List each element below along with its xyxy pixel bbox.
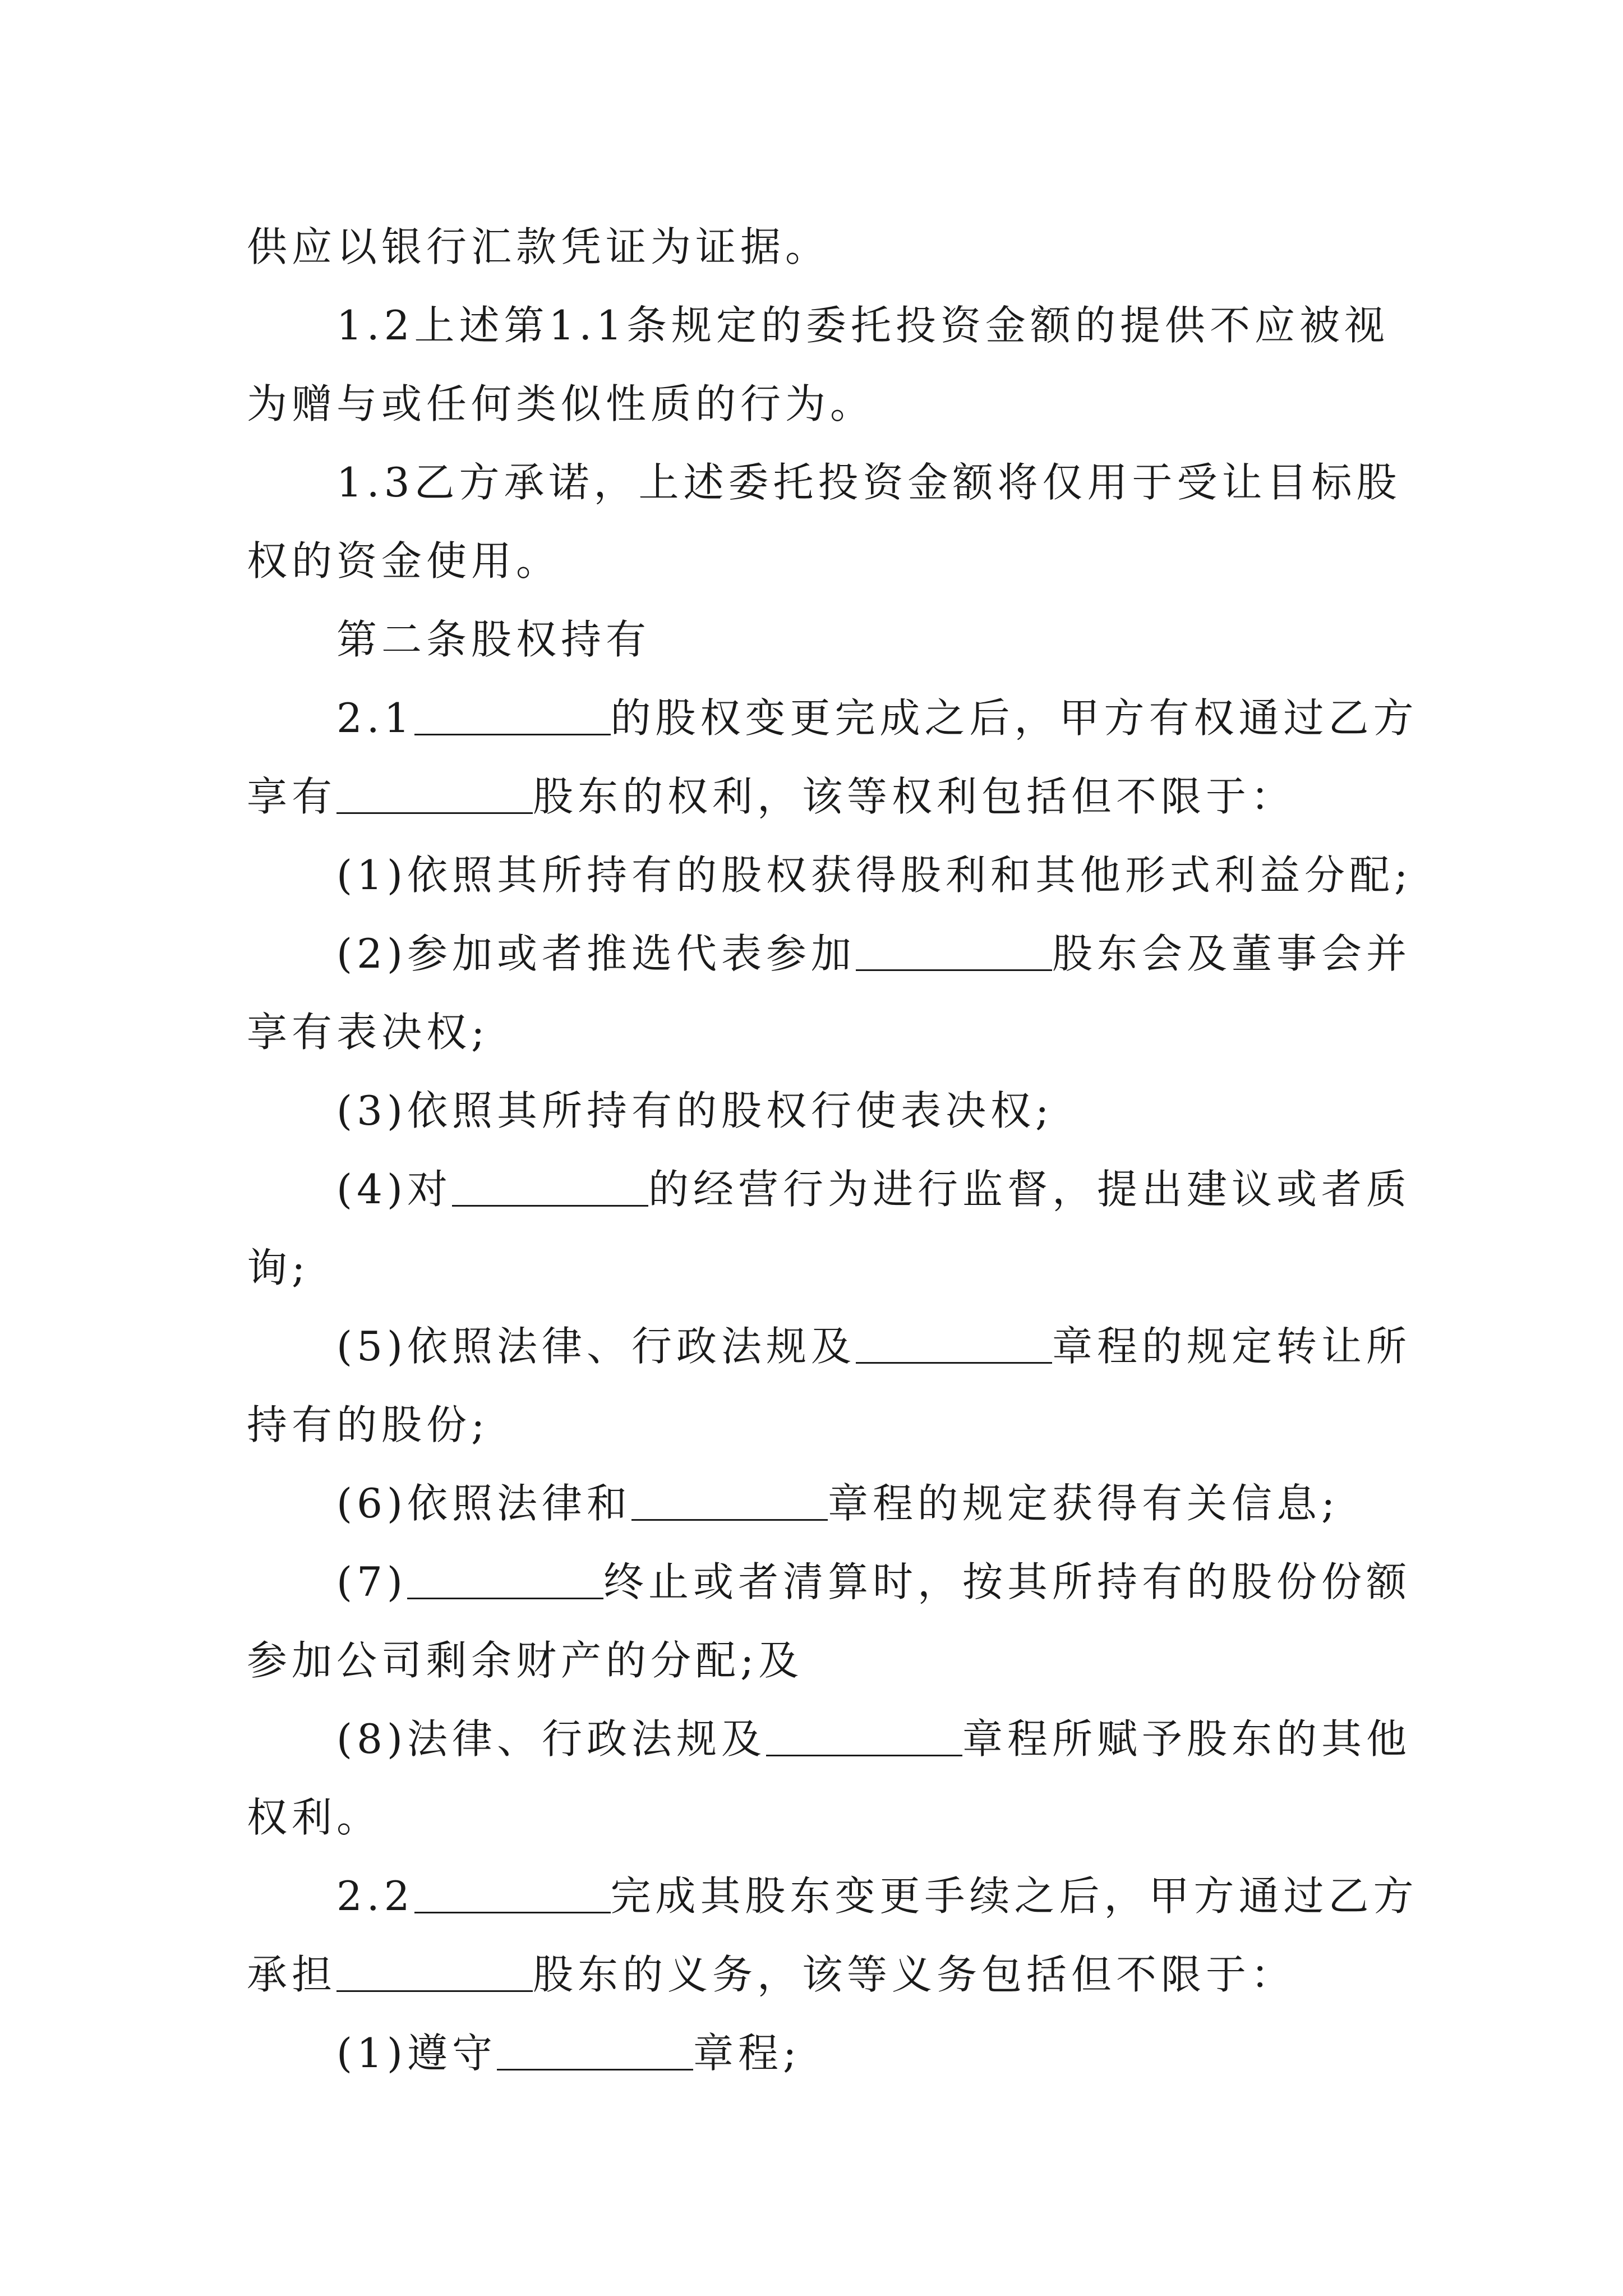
blank-field bbox=[336, 779, 533, 814]
blank-field bbox=[452, 1171, 648, 1207]
text-line bbox=[336, 1150, 1486, 1228]
text-line bbox=[336, 1307, 1486, 1386]
text-segment: 2.2 bbox=[336, 1872, 414, 1920]
text-segment: 权的资金使用。 bbox=[247, 537, 561, 585]
blank-field bbox=[856, 936, 1052, 971]
text-segment: 为赠与或任何类似性质的行为。 bbox=[247, 380, 875, 427]
text-segment: 股东的义务，该等义务包括但不限于： bbox=[533, 1951, 1296, 1998]
text-line bbox=[336, 836, 1486, 914]
text-segment: 章程; bbox=[693, 2030, 801, 2077]
text-segment: 1.2上述第1.1条规定的委托投资金额的提供不应被视 bbox=[336, 302, 1390, 349]
blank-field bbox=[856, 1328, 1052, 1364]
text-line bbox=[247, 522, 1396, 600]
blank-field bbox=[497, 2035, 693, 2070]
text-line bbox=[336, 1464, 1486, 1543]
text-line bbox=[336, 1857, 1486, 1935]
text-segment: (8)法律、行政法规及 bbox=[336, 1715, 766, 1763]
text-segment: 章程的规定转让所 bbox=[1052, 1323, 1412, 1370]
text-segment: (6)依照法律和 bbox=[336, 1480, 631, 1527]
text-line bbox=[247, 993, 1396, 1071]
blank-field bbox=[414, 700, 611, 735]
text-segment: 询; bbox=[247, 1244, 310, 1291]
text-line bbox=[336, 914, 1486, 993]
text-segment: 参加公司剩余财产的分配;及 bbox=[247, 1637, 804, 1684]
text-segment: 的股权变更完成之后，甲方有权通过乙方 bbox=[610, 694, 1418, 742]
section-heading bbox=[336, 600, 1486, 679]
blank-field bbox=[766, 1721, 962, 1756]
text-segment: (5)依照法律、行政法规及 bbox=[336, 1323, 856, 1370]
text-segment: 股东的权利，该等权利包括但不限于： bbox=[533, 773, 1296, 820]
blank-field bbox=[336, 1957, 533, 1992]
text-line bbox=[336, 286, 1486, 365]
text-line bbox=[247, 1935, 1396, 2014]
text-segment: 第二条股权持有 bbox=[336, 616, 651, 663]
text-segment: (2)参加或者推选代表参加 bbox=[336, 930, 856, 977]
text-line bbox=[336, 1700, 1486, 1778]
text-line bbox=[247, 208, 1396, 286]
text-line bbox=[336, 2014, 1486, 2092]
text-segment: (1)遵守 bbox=[336, 2030, 497, 2077]
text-line bbox=[247, 365, 1396, 443]
text-segment: 承担 bbox=[247, 1951, 337, 1998]
blank-field bbox=[631, 1485, 828, 1521]
text-segment: (7) bbox=[336, 1558, 407, 1605]
text-segment: (1)依照其所持有的股权获得股利和其他形式利益分配; bbox=[336, 852, 1413, 899]
text-segment: 供应以银行汇款凭证为证据。 bbox=[247, 223, 831, 270]
text-line bbox=[247, 757, 1396, 836]
text-segment: 1.3乙方承诺，上述委托投资金额将仅用于受让目标股 bbox=[336, 459, 1401, 506]
text-line bbox=[336, 1071, 1486, 1150]
text-segment: 完成其股东变更手续之后，甲方通过乙方 bbox=[610, 1872, 1418, 1920]
text-line bbox=[336, 443, 1486, 522]
text-line bbox=[247, 1228, 1396, 1307]
text-line bbox=[247, 1386, 1396, 1464]
text-segment: (4)对 bbox=[336, 1166, 452, 1213]
text-segment: 章程的规定获得有关信息; bbox=[828, 1480, 1340, 1527]
text-segment: (3)依照其所持有的股权行使表决权; bbox=[336, 1087, 1054, 1134]
text-segment: 章程所赋予股东的其他 bbox=[962, 1715, 1412, 1763]
text-line bbox=[247, 1621, 1396, 1700]
text-line bbox=[336, 679, 1486, 757]
text-line bbox=[336, 1543, 1486, 1621]
text-segment: 的经营行为进行监督，提出建议或者质 bbox=[648, 1166, 1412, 1213]
text-segment: 享有 bbox=[247, 773, 337, 820]
text-line bbox=[247, 1778, 1396, 1857]
text-segment: 持有的股份; bbox=[247, 1401, 490, 1448]
blank-field bbox=[414, 1878, 611, 1913]
text-segment: 权利。 bbox=[247, 1794, 382, 1841]
text-segment: 2.1 bbox=[336, 694, 414, 742]
blank-field bbox=[407, 1564, 603, 1599]
text-segment: 终止或者清算时，按其所持有的股份份额 bbox=[603, 1558, 1412, 1605]
text-segment: 享有表决权; bbox=[247, 1009, 490, 1056]
text-segment: 股东会及董事会并 bbox=[1052, 930, 1412, 977]
